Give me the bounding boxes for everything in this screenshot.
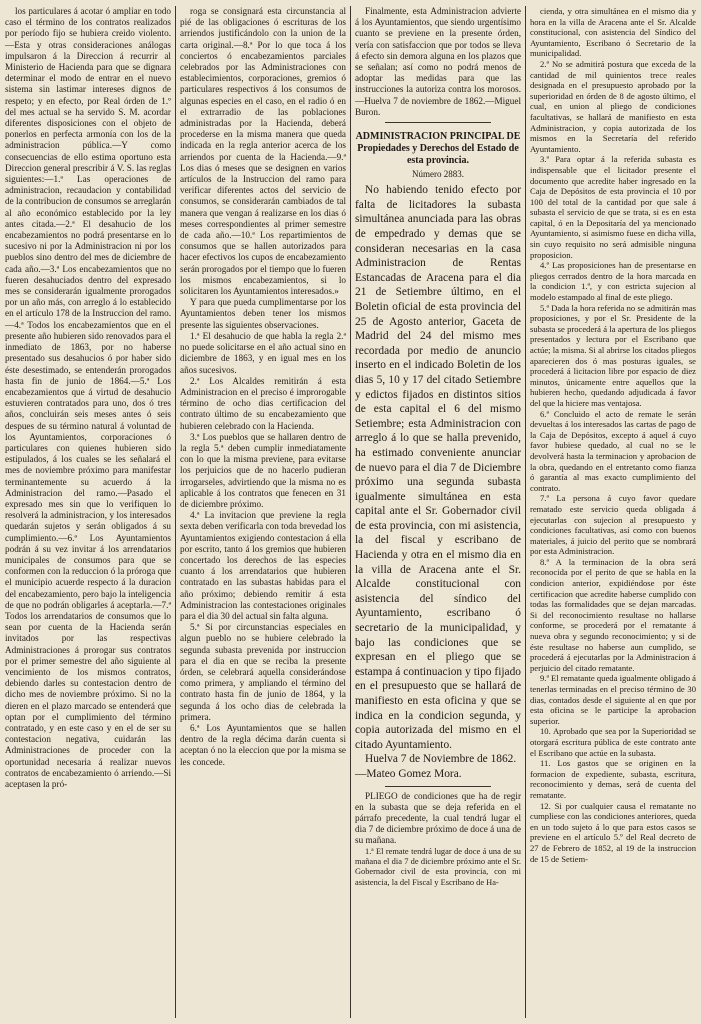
condition: 10. Aprobado que sea por la Superioridad se otorgará escritura pública de este contrato ante el Escribano que actúe en la subasta.: [530, 726, 696, 758]
paragraph: los particulares á acotar ó ampliar en todo caso el término de los contratos realizados por período fijo se hubiera creido violento.—Esta y otras consideraciones análogas impulsaron á la Direccion á recurrir al Ministerio de Hacienda para que se dignara determinar el modo de entrar en el nuevo sistema sin lastimar intereses dignos de respeto; y en efecto, por Real órden de 1.º del mes actual se ha servido S. M. acordar diferentes disposiciones con el objeto de ponerlos en perfecta armonía con los de la administracion pública.—Y como consecuencias de ello estima oportuno esta Direccion general prescribir á V. S. las reglas siguientes:—1.ª Las operaciones de administracion, recaudacion y contabilidad de la contribucion de consumos se arreglarán al año económico establecido por la ley antes citada.—2.ª El desahucio de los encabezamientos no podrá presentarse en lo sucesivo ni por la Administracion ni por los pueblos sino dentro del mes de diciembre de cada año.—3.ª Los encabezamientos que no fueren desahuciados dentro del expresado mes se considerarán igualmente prorogados por un año más, con arreglo á lo establecido en el artículo 178 de la Instruccion del ramo.—4.ª Todos los encabezamientos que en el presente año hubieren sido renovados para el inmediato de 1863, por no haberse presentado sus desahucios ó por haber sido éste desestimado, se entenderán prorogados hasta fin de junio de 1864.—5.ª Los encabezamientos que á virtud de desahucio estuvieren contratados para uno, dos ó tres años, concluirán seis meses antes ó seis despues de su término natural á voluntad de los Ayuntamientos, corporaciones ó particulares con quienes hubieren sido estipulados, á los cuales se les señalará el mes de noviembre próximo para manifestar terminantemente su acuerdo á la Administracion del ramo.—Pasado el expresado mes sin que lo verifiquen lo resolverá la administracion, y los interesados quedarán sujetos y serán obligados á su cumplimiento.—6.ª Los Ayuntamientos podrán á su vez invitar á los arrendatarios municipales de consumos para que se conformen con la reduccion ó la próroga que el municipio acuerde respecto á la duracion del encabezamiento, pero bajo la inteligencia de que no podrán obligarles á aceptarla.—7.ª Todos los arrendatarios de consumos que lo sean por cuenta de la Hacienda serán invitados por las respectivas Administraciones á prorogar sus contratos por el primer semestre del año siguiente al vencimiento de los mismos contratos, debiendo darles su contestacion dentro de dicho mes de noviembre próximo. Si no la dieren en el plazo marcado se entenderá que optan por el cumplimiento del término contratado, y en este caso y en el de ser su contestacion negativa, cuidarán las Administraciones de proceder con la oportunidad necesaria á realizar nuevos contratos de encabezamiento ó arriendo.—Si aceptasen la pró-: [5, 6, 171, 790]
section-title: ADMINISTRACION PRINCIPAL DE Propiedades y Derechos del Estado de esta provincia.: [355, 131, 521, 167]
paragraph: roga se consignará esta circunstancia al pié de las obligaciones ó escrituras de los arriendos justificándolo con la union de la carta original.—8.ª Por lo que toca á los conciertos ó encabezamientos parciales celebrados por las Administraciones con establecimientos, corporaciones, gremios ó particulares respectivos á los consumos de algunas especies en el caso, en el radio ó en el extrarradio de las poblaciones administradas por la Hacienda, deberá procederse en la misma manera que queda indicada en la regla anterior acerca de los arriendos por cuenta de la Hacienda.—9.ª Los dias ó meses que se designen en varios artículos de la Instruccion del ramo para verificar diferentes actos del servicio de consumos, se considerarán cambiados de tal manera que vengan á realizarse en los dias ó meses correspondientes al primer semestre de cada año.—10.ª Los repartimientos de consumos que se hallen autorizados para hacer efectivos los cupos de encabezamiento serán prorogados por el tiempo que lo fueren los mismos encabezamientos, si lo solicitaren los Ayuntamientos interesados.»: [180, 6, 346, 297]
column-1: [5, 6, 171, 1018]
paragraph: 2.ª Los Alcaldes remitirán á esta Administracion en el preciso é improrogable término de ocho dias certificacion del contrato último de su encabezamiento que hubieren celebrado con la Hacienda.: [180, 375, 346, 431]
condition: 6.ª Concluido el acto de remate le serán devueltas á los interesados las cartas de pago de la Caja de Depósitos, excepto á aquel á cuyo favor hubiese quedado, al cual no se le devolverá hasta la terminacion y aprobacion de la obra, quedando en el entretanto como fianza ó garantía al mas exacto cumplimiento del contrato.: [530, 408, 696, 493]
paragraph: cienda, y otra simultánea en el mismo dia y hora en la villa de Aracena ante el Sr. Alcalde constitucional, con asistencia del Síndico del Ayuntamiento, Escribano ó Secretario de la municipalidad.: [530, 6, 696, 59]
notice-number: Número 2883.: [412, 169, 464, 180]
condition: 5.ª Dada la hora referida no se admitirán mas proposiciones, y por el Sr. Presidente de la subasta se procederá á la apertura de los pliegos presentados y lectura por el Escribano que actúe; la misma. Si al abrirse los citados pliegos aparecieren dos ó mas posturas iguales, se procederá á licitacion libre por espacio de diez minutos, únicamente entre aquellos que la hubieren hecho, quedando adjudicada á favor del que la hiciere mas ventajosa.: [530, 302, 696, 408]
condition: 12. Si por cualquier causa el rematante no cumpliese con las condiciones anteriores, queda en un todo sujeto á lo que para estos casos se previene en el artículo 5.º del Real decreto de 27 de Febrero de 1852, al 19 de la instruccion de 15 de Setiem-: [530, 800, 696, 864]
column-rule: [175, 6, 176, 1018]
column-4: [530, 6, 696, 1018]
notice-body: No habiendo tenido efecto por falta de licitadores la subasta simultánea anunciada para las obras de empedrado y demas que se consideran necesarias en la casa Administracion de Rentas Estancadas de Aracena para el dia 21 de Setiembre último, en el Boletin oficial de esta provincia del 25 de Agosto anterior, Gaceta de Madrid del 24 del mismo mes recordada por medio de anuncio inserto en el indicado Boletin de los dias 5, 10 y 17 del citado Setiembre y edictos fijados en distintos sitios de esta capital el 6 del mismo Setiembre; esta Administracion con arreglo á lo que se halla prevenido, ha estimado conveniente anunciar de nuevo para el dia 7 de Diciembre próximo una segunda subasta igualmente simultánea en esta capital ante el Sr. Gobernador civil de esta provincia, con mi asistencia, la del fiscal y escribano de Hacienda y otra en el mismo dia en la villa de Aracena ante el Sr. Alcalde constitucional con asistencia del síndico del Ayuntamiento, escribano ó secretario de la municipalidad, y bajo las condiciones que se expresan en el pliego que se estampa á continuacion y tipo fijado en el presupuesto que se hallará de manifiesto en esta oficina y que se indica en la condicion segunda, y copia autorizada del mismo en el citado Ayuntamiento.: [355, 184, 521, 751]
pliego-heading: PLIEGO de condiciones que ha de regir en la subasta que se deja referida en el párrafo precedente, la cual tendrá lugar el dia 7 de diciembre próximo de doce á una de su mañana.: [355, 790, 521, 846]
column-3: [355, 6, 521, 1018]
condition: 3.ª Para optar á la referida subasta es indispensable que el licitador presente el documento que acredite haber ingresado en la Caja de Depósitos de esta provincia el 10 por 100 del total de la cantidad por que sale á subasta el servicio de que se trata, si es en esta capital, ó en la Depositaría del ya mencionado Ayuntamiento, si asimismo fuese en dicha villa, sin cuyo requisito no será admisible ninguna proposicion.: [530, 154, 696, 260]
column-2: [180, 6, 346, 1018]
paragraph: 6.ª Los Ayuntamientos que se hallen dentro de la regla décima darán cuenta si aceptan ó no la eleccion que por la misma se les concede.: [180, 723, 346, 767]
paragraph: 5.ª Si por circunstancias especiales en algun pueblo no se hubiere celebrado la segunda subasta prevenida por instruccion para el dia en que se reciba la presente órden, se celebrará aquella considerándose como primera, y ampliando el término del contrato hasta fin de junio de 1864, y la segunda á los ocho dias de celebrada la primera.: [180, 622, 346, 722]
condition-1: 1.ª El remate tendrá lugar de doce á una de su mañana el dia 7 de diciembre próximo ante el Sr. Gobernador civil de esta provincia, con mi asistencia, la del Fiscal y Escribano de Ha-: [355, 846, 521, 887]
condition: 7.ª La persona á cuyo favor quedare rematado este servicio queda obligada á ejecutarlas con sujecion al presupuesto y condiciones facultativas, así como con buenos materiales, á juicio del perito que se nombrará por esta Administracion.: [530, 493, 696, 557]
condition: 9.ª El rematante queda igualmente obligado á tenerlas terminadas en el preciso término de 30 dias, contados desde el siguiente al en que por esta oficina se le participe la aprobacion superior.: [530, 673, 696, 726]
condition: 4.ª Las proposiciones han de presentarse en pliegos cerrados dentro de la hora marcada en la condicion 1.ª, y con estricta sujecion al modelo estampado al final de este pliego.: [530, 260, 696, 303]
condition: 11. Los gastos que se originen en la formacion de expediente, subasta, escritura, reconocimiento y demas, será de cuenta del rematante.: [530, 758, 696, 800]
paragraph: Y para que pueda cumplimentarse por los Ayuntamientos deben tener los mismos presente las siguientes observaciones.: [180, 297, 346, 330]
column-rule: [350, 6, 351, 1018]
condition: 2.ª No se admitirá postura que exceda de la cantidad de mil quinientos trece reales designada en el presupuesto aprobado por la superioridad en órden de 8 de agosto último, el cual, en union al pliego de condiciones facultativas, se hallará de manifiesto en esta Administracion, y copia autorizada de los mismos en la Secretaría del referido Ayuntamiento.: [530, 58, 696, 154]
section-divider: [385, 122, 491, 123]
condition: 8.ª A la terminacion de la obra será reconocida por el perito de que se habla en la condicion anterior, expidiéndose por éste certificacion que acredite haberse cumplido con todas las formalidades que se dejan marcadas. Si del reconocimiento resultase no hallarse conforme, se procederá por el rematante á nueva obra y segundo reconocimiento; y si de éste resultase no haberse aun cumplido, se procederá á ejecutarlas por la Administracion á perjuicio del citado rematante.: [530, 556, 696, 673]
paragraph: Finalmente, esta Administracion advierte á los Ayuntamientos, que siendo urgentísimo cuanto se previene en la presente órden, vería con satisfaccion que por todos se lleva á efecto sin demora alguna en los plazos que se señalan; así como no podrá menos de adoptar las medidas para que las instrucciones la autoriza contra los morosos.—Huelva 7 de noviembre de 1862.—Miguel Buron.: [355, 6, 521, 117]
paragraph: 4.ª La invitacion que previene la regla sexta deben verificarla con toda brevedad los Ayuntamientos exigiendo contestacion á ella por escrito, tanto á los gremios que hubieren concertado los derechos de las especies cuanto á los arrendatarios que hubieren contratado en las subastas habidas para el año próximo; debiendo remitir á esta Administracion las contestaciones originales para el dia 30 del actual sin falta alguna.: [180, 510, 346, 621]
column-rule: [525, 6, 526, 1018]
paragraph: 3.ª Los pueblos que se hallaren dentro de la regla 5.ª deben cumplir inmediatamente con lo que la misma previene, para evitarse los perjuicios que de no hacerlo pudieran irrogarseles, advirtiendo que la misma no es aplicable á los contratos que fenecen en 31 de diciembre próximo.: [180, 431, 346, 509]
section-divider: [385, 786, 491, 787]
notice-signature: Huelva 7 de Noviembre de 1862.—Mateo Gomez Mora.: [355, 753, 517, 780]
paragraph: 1.ª El desahucio de que habla la regla 2.ª no puede solicitarse en el año actual sino en diciembre de 1863, y en igual mes en los años sucesivos.: [180, 330, 346, 375]
